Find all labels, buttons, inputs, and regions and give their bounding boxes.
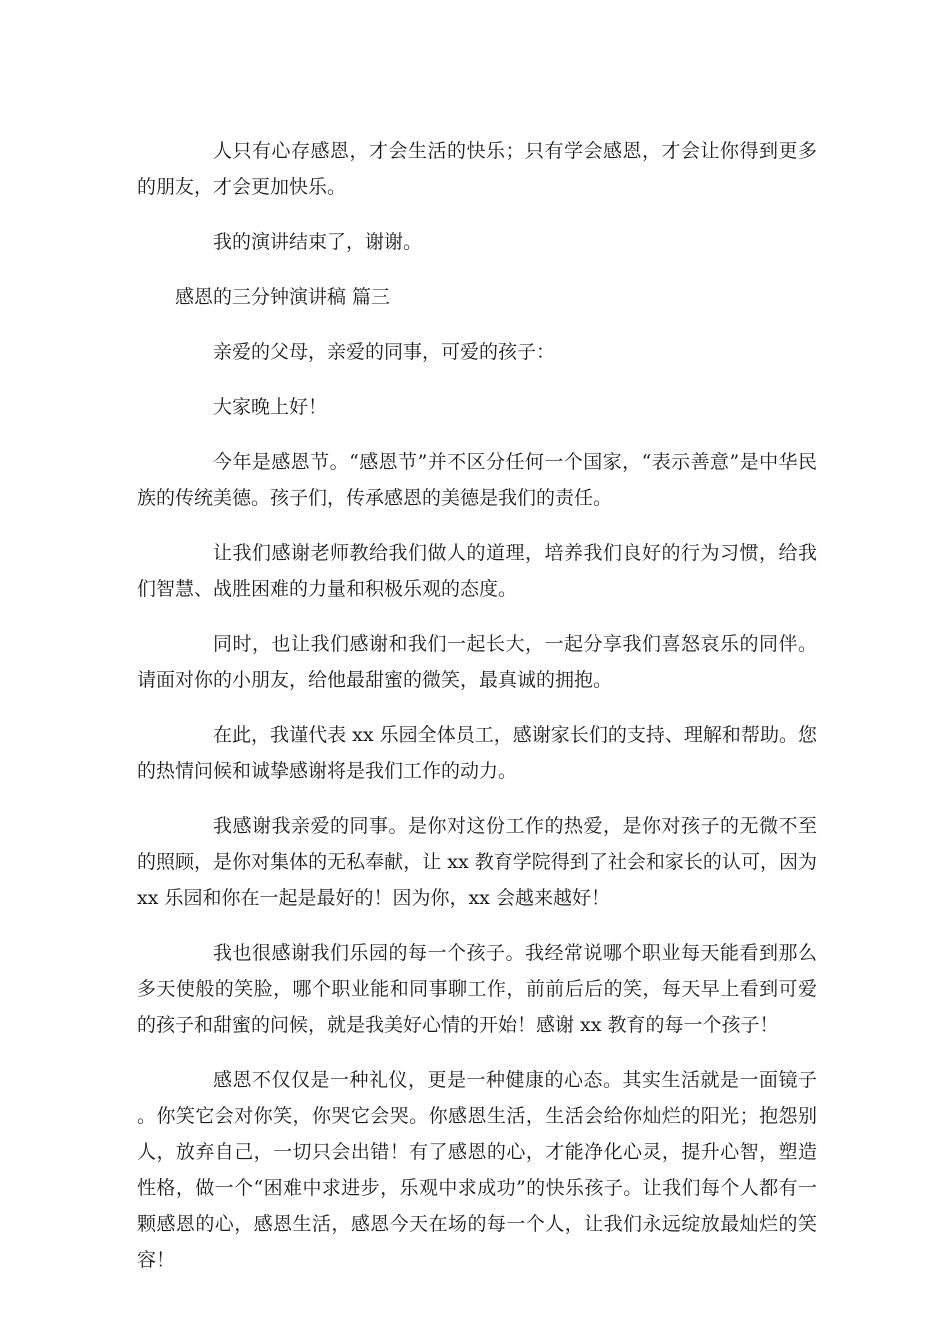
paragraph-line: 恩的心，感恩生活，感恩今天在场的每一个人，让我们永远绽放最灿烂的笑容！ <box>137 1213 817 1271</box>
paragraph-line: 的朋友，才会更加快乐。 <box>137 176 347 198</box>
paragraph-line: 人只有心存感恩，才会生活的快乐；只有学会感恩，才会让你得到更多 <box>213 140 817 162</box>
paragraph-line: 的孩子和甜蜜的问候，就是我美好心情的开始！感谢 xx 教育的每一个孩子！ <box>137 1014 779 1036</box>
paragraph-line: 们智慧、战胜困难的力量和积极乐观的态度。 <box>137 578 518 600</box>
paragraph-line: 今年是感恩节。“感恩节”并不区分任何一个国家，“表示善意”是中 <box>213 451 779 473</box>
paragraph-line: 华民族的传统美德。孩子们，传承感恩的美德是我们的责任。 <box>137 451 817 509</box>
paragraph-line: 放弃自己，一切只会出错！有了感恩的心，才能净化心灵，提升心智，塑造性格， <box>137 1141 817 1199</box>
paragraph <box>137 444 817 516</box>
paragraph-line: 同时，也让我们感谢和我们一起长大，一起分享我们喜怒哀乐的同伴。 <box>213 633 817 655</box>
paragraph-line: 我的演讲结束了，谢谢。 <box>213 231 423 253</box>
paragraph <box>137 808 817 916</box>
paragraph-line: 你笑它会对你笑，你哭它会哭。你感恩生活，生活会给你灿烂的阳光；抱怨别人， <box>137 1105 817 1163</box>
paragraph <box>137 717 817 789</box>
paragraph <box>137 224 817 260</box>
paragraph <box>137 535 817 607</box>
paragraph <box>137 935 817 1043</box>
section-heading: 感恩的三分钟演讲稿 篇三 <box>175 286 391 308</box>
paragraph-line: 做一个“困难中求进步，乐观中求成功”的快乐孩子。让我们每个人都有一颗感 <box>137 1177 817 1235</box>
paragraph-line: xx 乐园和你在一起是最好的！因为你，xx 会越来越好！ <box>137 887 610 909</box>
paragraph-line: 的照顾，是你对集体的无私奉献，让 xx 教育学院得到了社会和家长的认可，因为 <box>137 851 817 873</box>
paragraph-line: 大家晚上好！ <box>213 396 328 418</box>
paragraph <box>137 133 817 205</box>
paragraph-line: 多天使般的笑脸，哪个职业能和同事聊工作，前前后后的笑，每天早上看到可爱 <box>137 978 817 1000</box>
paragraph-line: 我也很感谢我们乐园的每一个孩子。我经常说哪个职业每天能看到那么 <box>213 942 817 964</box>
document-body <box>137 133 817 1297</box>
paragraph-line: 在此，我谨代表 xx 乐园全体员工，感谢家长们的支持、理解和帮助。您 <box>213 724 817 746</box>
paragraph-line: 的热情问候和诚挚感谢将是我们工作的动力。 <box>137 760 518 782</box>
paragraph-line: 让我们感谢老师教给我们做人的道理，培养我们良好的行为习惯，给我 <box>213 542 817 564</box>
paragraph-line: 亲爱的父母，亲爱的同事，可爱的孩子： <box>213 341 556 363</box>
paragraph <box>137 1062 817 1278</box>
paragraph <box>137 389 817 425</box>
paragraph <box>137 626 817 698</box>
paragraph-line: 感恩不仅仅是一种礼仪，更是一种健康的心态。其实生活就是一面镜子。 <box>137 1069 817 1127</box>
paragraph-line: 我感谢我亲爱的同事。是你对这份工作的热爱，是你对孩子的无微不至 <box>213 815 817 837</box>
paragraph-line: 请面对你的小朋友，给他最甜蜜的微笑，最真诚的拥抱。 <box>137 669 613 691</box>
paragraph <box>137 334 817 370</box>
